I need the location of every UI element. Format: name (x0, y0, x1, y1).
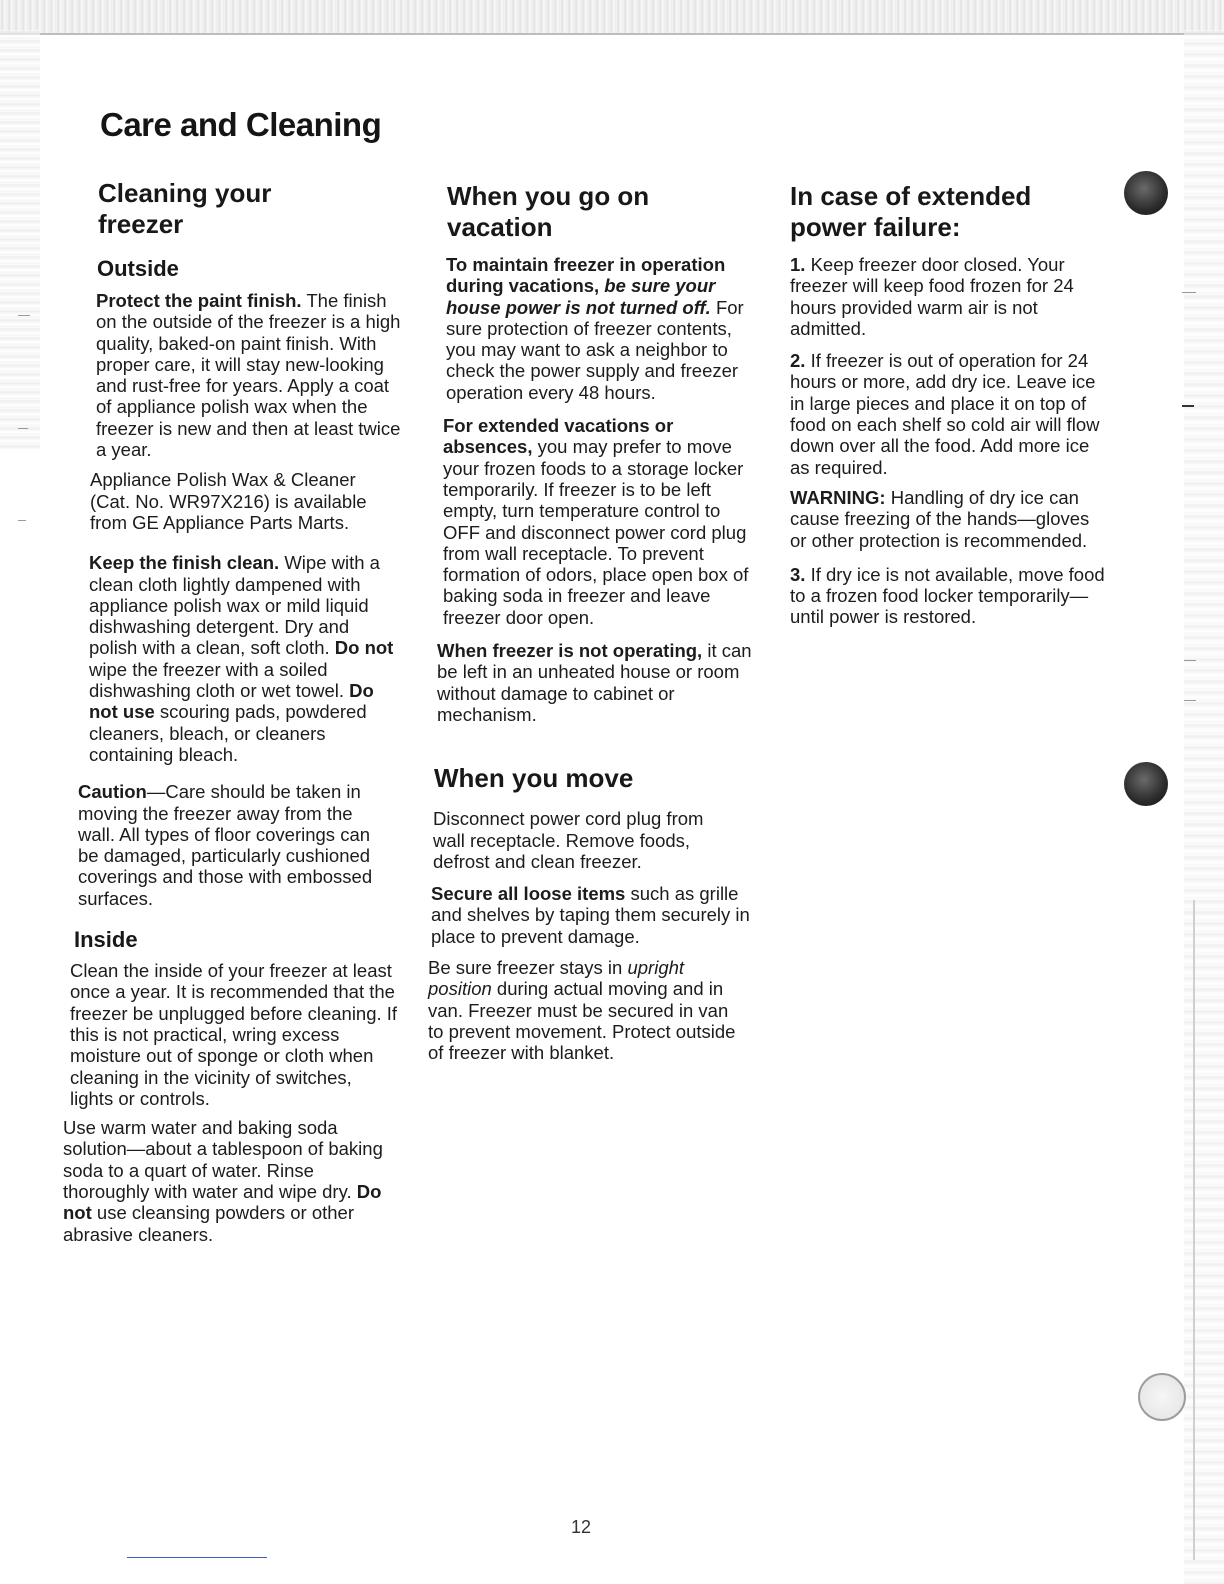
footer-rule (127, 1557, 267, 1558)
paragraph-polish-wax: Appliance Polish Wax & Cleaner (Cat. No. WR97X216) is available from GE Appliance Parts Marts. (90, 469, 367, 533)
margin-mark (1184, 700, 1196, 701)
lead-text: For extended vacations or absences, (443, 415, 674, 458)
body-text: —Care should be taken in moving the freezer away from the wall. All types of floor coverings can be damaged, particularly cushioned coverings and those with embossed surfaces. (78, 781, 373, 909)
lead-text: Secure all loose items (431, 883, 626, 905)
paragraph-paint-finish (96, 290, 408, 460)
page-title: Care and Cleaning (100, 106, 382, 143)
section-heading-power-failure: In case of extended power failure: (790, 181, 1032, 242)
binder-hole-bottom (1138, 1373, 1186, 1421)
lead-text: When freezer is not operating, (437, 640, 703, 662)
emphasis-text: Do not (63, 1180, 382, 1224)
body-text: use cleansing powders or other abrasive cleaners. (63, 1202, 354, 1245)
body-text: scouring pads, powdered cleaners, bleach, or cleaners containing bleach. (89, 701, 367, 765)
section-heading-move: When you move (434, 763, 634, 794)
body-text: Handling of dry ice can cause freezing of the hands—gloves or other protection is recommended. (790, 486, 1090, 551)
paragraph-extended-vacations (443, 415, 759, 628)
paragraph-secure-items (431, 883, 751, 947)
emphasis-text: Do not (334, 637, 394, 659)
emphasis-text: Do not use (89, 680, 374, 723)
subheading-inside: Inside (74, 927, 138, 953)
body-text: If freezer is out of operation for 24 hours or more, add dry ice. Leave ice in large pieces and place it on top of food on each shelf so cold air will flow down over all the food. Add more ice as required. (790, 350, 1100, 478)
list-number: 2. (790, 350, 806, 372)
body-text: Keep freezer door closed. Your freezer will keep food frozen for 24 hours provided warm air is not admitted. (790, 254, 1074, 339)
section-heading-cleaning: Cleaning your freezer (98, 178, 272, 239)
body-text: it can be left in an unheated house or room without damage to cabinet or mechanism. (437, 640, 752, 725)
body-text: For sure protection of freezer contents, you may want to ask a neighbor to check the power supply and freezer operation every 48 hours. (446, 296, 744, 403)
list-item-2 (790, 350, 1102, 478)
subheading-outside: Outside (97, 256, 179, 281)
column-cleaning (63, 178, 418, 1245)
paragraph-upright (428, 957, 748, 1063)
lead-text: Caution (78, 781, 147, 803)
paragraph-disconnect: Disconnect power cord plug from wall receptacle. Remove foods, defrost and clean freezer. (433, 808, 704, 872)
body-text: wipe the freezer with a soiled dishwashing cloth or wet towel. (89, 658, 350, 702)
margin-mark (1182, 405, 1194, 407)
paragraph-baking-soda (63, 1117, 388, 1245)
page-number: 12 (571, 1517, 592, 1537)
paragraph-warning (790, 487, 1108, 551)
lead-text: Protect the paint finish. (96, 290, 302, 311)
body-text: If dry ice is not available, move food to a frozen food locker temporarily—until power is restored. (790, 563, 1105, 628)
lead-text: To maintain freezer in operation during vacations, (446, 254, 726, 297)
scan-right-line (1193, 900, 1195, 1560)
body-text: Be sure freezer stays in (428, 957, 628, 979)
column-vacation-move (428, 181, 760, 1064)
body-text: The finish on the outside of the freezer is a high quality, baked-on paint finish. With proper care, it will stay new-looking and rust-free for years. Apply a coat of appliance polish wax when the freezer is new and then at least twice a year. (96, 290, 401, 461)
body-text: such as grille and shelves by taping them securely in place to prevent damage. (431, 883, 750, 947)
margin-mark (18, 520, 26, 521)
list-number: 1. (790, 254, 806, 275)
scan-right-edge (1184, 30, 1224, 1584)
body-text: Wipe with a clean cloth lightly dampened with appliance polish wax or mild liquid dishwashing detergent. Dry and polish with a clean, soft cloth. (89, 552, 380, 659)
body-text: during actual moving and in van. Freezer must be secured in van to prevent movement. Protect outside of freezer with blanket. (428, 978, 736, 1064)
column-power-failure (790, 181, 1110, 628)
paragraph-keep-clean (89, 552, 394, 765)
list-item-1 (790, 254, 1090, 339)
emphasis-text: be sure your house power is not turned off. (446, 275, 716, 318)
paragraph-maintain-operation (446, 254, 761, 403)
margin-mark (18, 428, 28, 429)
warning-label: WARNING: (790, 486, 886, 508)
scan-left-edge (0, 30, 40, 450)
margin-mark (1182, 292, 1196, 293)
lead-text: Keep the finish clean. (89, 552, 280, 574)
paragraph-not-operating (437, 640, 752, 725)
body-text: Use warm water and baking soda solution—about a tablespoon of baking soda to a quart of water. Rinse thoroughly with water and wipe dry. (63, 1117, 383, 1202)
scan-top-line (0, 33, 1224, 35)
margin-mark (18, 315, 30, 316)
section-heading-vacation: When you go on vacation (447, 181, 650, 242)
scan-top-edge (0, 0, 1224, 34)
body-text: you may prefer to move your frozen foods to a storage locker temporarily. If freezer is to be left empty, turn temperature control to OFF and disconnect power cord plug from wall receptacle. To prevent formation of odors, place open box of baking soda in freezer and leave freezer door open. (443, 436, 749, 628)
binder-hole-middle (1124, 762, 1168, 806)
list-number: 3. (790, 563, 806, 585)
binder-hole-top (1124, 171, 1168, 215)
paragraph-inside-clean: Clean the inside of your freezer at least once a year. It is recommended that the freezer be unplugged before cleaning. If this is not practical, wring excess moisture out of sponge or cloth when cleaning in the vicinity of switches, lights or controls. (70, 960, 398, 1109)
emphasis-text: upright position (428, 957, 685, 1000)
margin-mark (1184, 660, 1196, 661)
paragraph-caution (78, 781, 383, 909)
list-item-3 (790, 564, 1105, 628)
